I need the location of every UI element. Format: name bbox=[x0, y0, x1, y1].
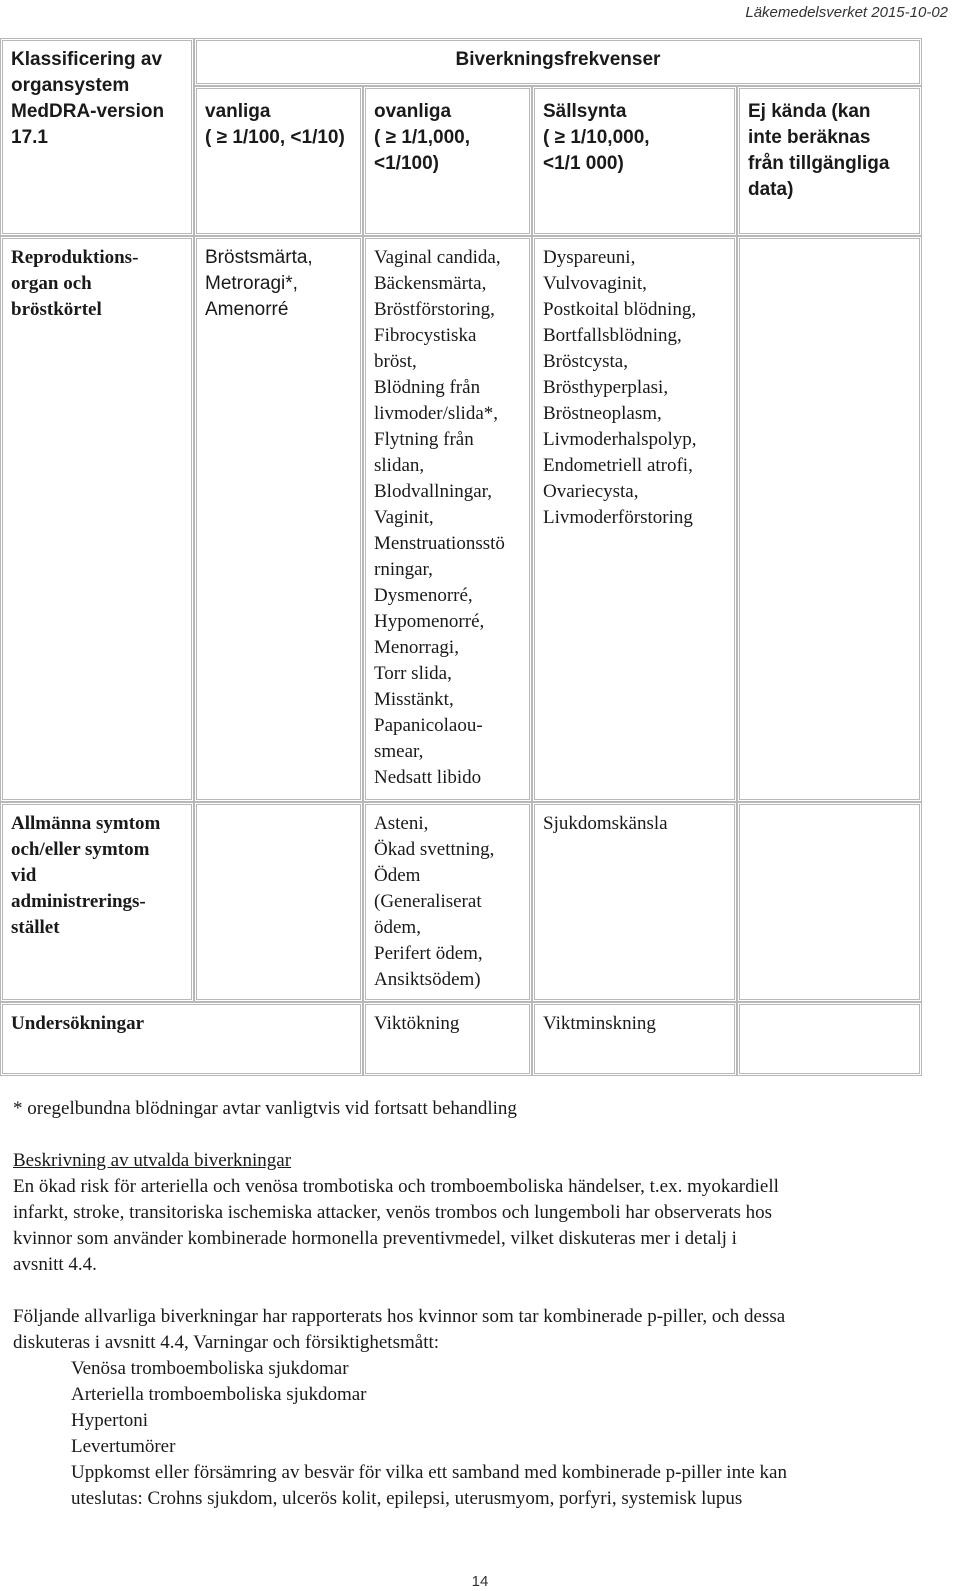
header-common-cell: vanliga ( ≥ 1/100, <1/10) bbox=[194, 86, 363, 236]
paragraph-line: avsnitt 4.4. bbox=[13, 1254, 97, 1275]
paragraph-line: infarkt, stroke, transitoriska ischemiska attacker, venös trombos och lungemboli har observerats hos bbox=[13, 1202, 773, 1223]
list-item: Hypertoni bbox=[71, 1410, 149, 1431]
list-item: Levertumörer bbox=[71, 1436, 176, 1457]
list-item: Uppkomst eller försämring av besvär för vilka ett samband med kombinerade p-piller inte kan bbox=[71, 1462, 787, 1483]
selected-reactions-section bbox=[13, 1148, 953, 1278]
paragraph-line: En ökad risk för arteriella och venösa trombotiska och tromboemboliska händelser, t.ex. myokardiell bbox=[13, 1176, 779, 1197]
row-reproductive-soc: Reproduktions- organ och bröstkörtel bbox=[0, 236, 194, 802]
document-header-date: Läkemedelsverket 2015-10-02 bbox=[745, 4, 948, 21]
row-general-rare: Sjukdomskänsla bbox=[532, 802, 737, 1002]
row-general-unknown bbox=[737, 802, 922, 1002]
serious-reactions-section bbox=[13, 1304, 953, 1512]
list-item: Arteriella tromboemboliska sjukdomar bbox=[71, 1384, 367, 1405]
row-reproductive-common: Bröstsmärta, Metroragi*, Amenorré bbox=[194, 236, 363, 802]
header-frequency-cell: Biverkningsfrekvenser bbox=[194, 38, 922, 86]
paragraph-line: kvinnor som använder kombinerade hormonella preventivmedel, vilket diskuteras mer i detalj i bbox=[13, 1228, 737, 1249]
row-investigations-unknown bbox=[737, 1002, 922, 1076]
header-uncommon-cell: ovanliga ( ≥ 1/1,000, <1/100) bbox=[363, 86, 532, 236]
row-investigations-soc: Undersökningar bbox=[0, 1002, 363, 1076]
row-reproductive-uncommon: Vaginal candida, Bäckensmärta, Bröstförstoring, Fibrocystiska bröst, Blödning från livmoder/slida*, Flytning från slidan, Blodvallningar, Vaginit, Menstruationsstö rningar, Dysmenorré, Hypomenorré, Menorragi, Torr slida, Misstänkt, Papanicolaou- smear, Nedsatt libido bbox=[363, 236, 532, 802]
section-heading: Beskrivning av utvalda biverkningar bbox=[13, 1150, 292, 1171]
header-unknown-cell: Ej kända (kan inte beräknas från tillgängliga data) bbox=[737, 86, 922, 236]
row-reproductive-unknown bbox=[737, 236, 922, 802]
header-rare-cell: Sällsynta ( ≥ 1/10,000, <1/1 000) bbox=[532, 86, 737, 236]
paragraph-line: Följande allvarliga biverkningar har rapporterats hos kvinnor som tar kombinerade p-piller, och dessa bbox=[13, 1306, 786, 1327]
list-item: Venösa tromboemboliska sjukdomar bbox=[71, 1358, 349, 1379]
table-footnote: * oregelbundna blödningar avtar vanligtvis vid fortsatt behandling bbox=[13, 1098, 517, 1119]
row-general-common bbox=[194, 802, 363, 1002]
row-investigations-rare: Viktminskning bbox=[532, 1002, 737, 1076]
paragraph-line: diskuteras i avsnitt 4.4, Varningar och försiktighetsmått: bbox=[13, 1332, 440, 1353]
row-reproductive-rare: Dyspareuni, Vulvovaginit, Postkoital blödning, Bortfallsblödning, Bröstcysta, Brösthyperplasi, Bröstneoplasm, Livmoderhalspolyp, Endometriell atrofi, Ovariecysta, Livmoderförstoring bbox=[532, 236, 737, 802]
header-classification-cell: Klassificering av organsystem MedDRA-version 17.1 bbox=[0, 38, 194, 236]
page-number: 14 bbox=[471, 1573, 489, 1590]
list-item-continuation: uteslutas: Crohns sjukdom, ulcerös kolit, epilepsi, uterusmyom, porfyri, systemisk lupus bbox=[71, 1488, 743, 1509]
row-investigations-uncommon: Viktökning bbox=[363, 1002, 532, 1076]
row-general-uncommon: Asteni, Ökad svettning, Ödem (Generaliserat ödem, Perifert ödem, Ansiktsödem) bbox=[363, 802, 532, 1002]
row-general-soc: Allmänna symtom och/eller symtom vid administrerings- stället bbox=[0, 802, 194, 1002]
